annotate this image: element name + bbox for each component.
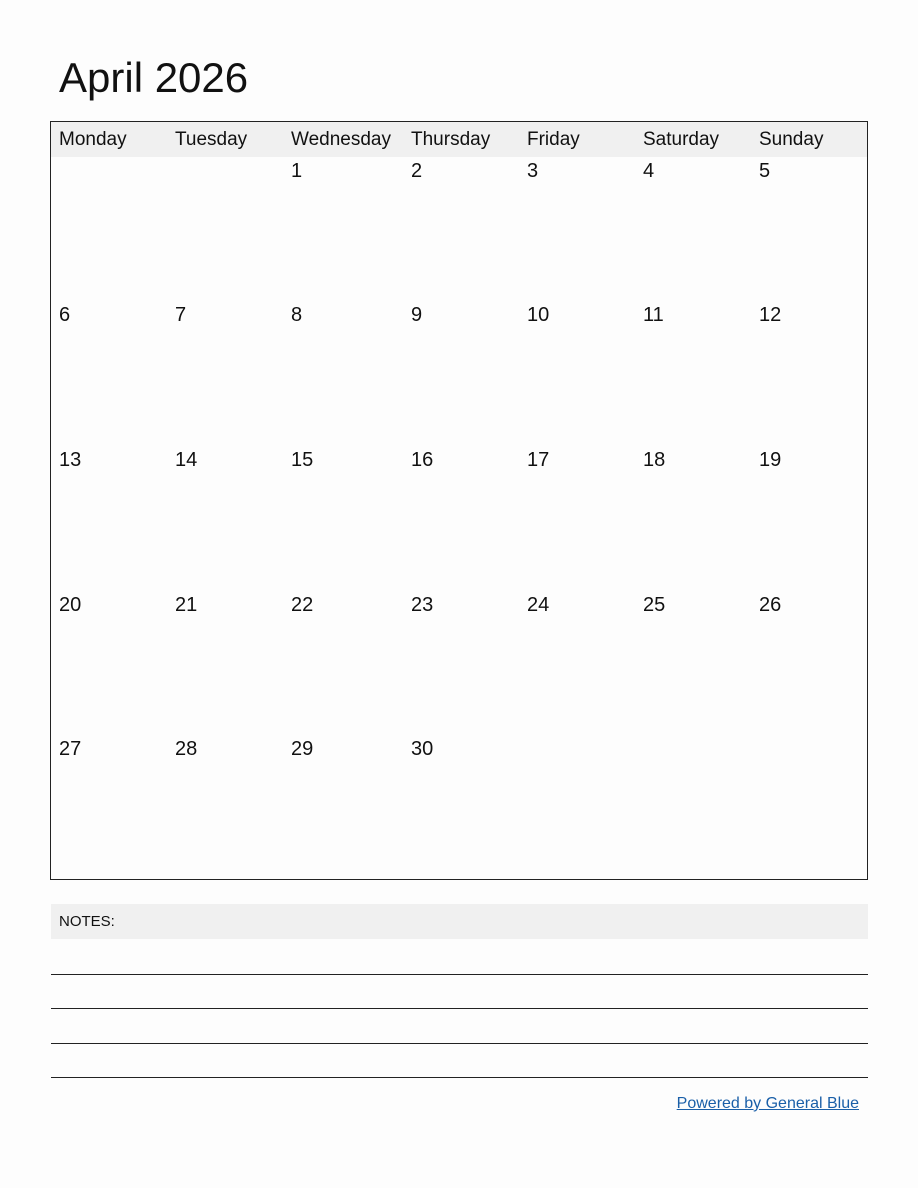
date-cell: 7 [175,304,187,326]
date-cell: 15 [291,449,314,471]
date-cell: 3 [527,160,539,182]
date-cell: 12 [759,304,782,326]
date-cell: 25 [643,594,666,616]
weekday-thursday: Thursday [411,129,491,150]
notes-header [51,904,868,939]
date-cell: 27 [59,738,82,760]
date-cell: 17 [527,449,550,471]
date-cell: 9 [411,304,423,326]
date-cell: 22 [291,594,314,616]
notes-label: NOTES: [59,913,115,930]
date-cell: 11 [643,304,664,326]
date-cell: 21 [175,594,198,616]
date-cell: 4 [643,160,655,182]
date-cell: 24 [527,594,550,616]
note-line [51,1043,868,1044]
date-cell: 23 [411,594,434,616]
weekday-saturday: Saturday [643,129,720,150]
weekday-sunday: Sunday [759,129,824,150]
date-cell: 16 [411,449,434,471]
date-cell: 28 [175,738,198,760]
date-cell: 6 [59,304,71,326]
note-line [51,974,868,975]
weekday-wednesday: Wednesday [291,129,391,150]
powered-by-link[interactable]: Powered by General Blue [676,1095,859,1112]
date-cell: 5 [759,160,771,182]
date-cell: 26 [759,594,782,616]
date-cell: 10 [527,304,550,326]
note-line [51,1008,868,1009]
note-line [51,1077,868,1078]
page-title: April 2026 [59,54,249,101]
date-cell: 2 [411,160,423,182]
date-cell: 14 [175,449,198,471]
date-cell: 19 [759,449,782,471]
date-cell: 18 [643,449,666,471]
weekday-header [51,122,867,157]
date-cell: 13 [59,449,82,471]
weekday-monday: Monday [59,129,127,150]
weekday-tuesday: Tuesday [175,129,248,150]
date-cell: 1 [291,160,303,182]
date-cell: 8 [291,304,303,326]
date-cell: 30 [411,738,434,760]
weekday-friday: Friday [527,129,580,150]
date-cell: 29 [291,738,314,760]
calendar-grid [50,121,868,880]
date-cell: 20 [59,594,82,616]
